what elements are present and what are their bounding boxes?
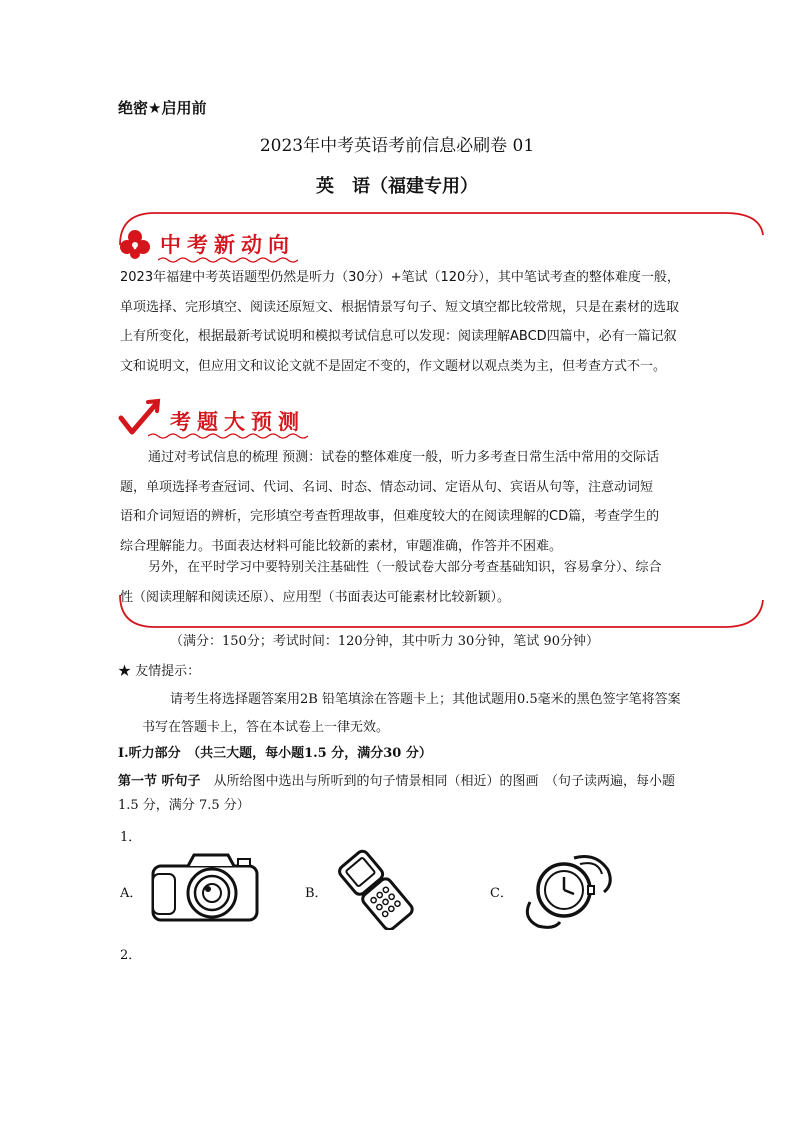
part-title: Ⅰ.听力部分 （共三大题，每小题1.5 分，满分30 分）: [118, 746, 432, 761]
section-title-prediction: 考题大预测: [170, 410, 305, 434]
prediction-paragraph-1: 通过对考试信息的梳理 预测：试卷的整体难度一般，听力多考查日常生活中常用的交际话题，单项选择考查冠词、代词、名词、时态、情态动词、定语从句、宾语从句等，注意动词短语和介词短语的辨析，完形填空考查哲理故事，但难度较大的在阅读理解的CD篇，考查学生的综合理解能力。书面表达材料可能比较新的素材，审题准确，作答并不困难。: [120, 450, 660, 554]
option-b-label: B．: [305, 886, 328, 901]
flip-phone-icon: [330, 848, 422, 930]
tip-text: 请考生将选择题答案用2B 铅笔填涂在答题卡上；其他试题用0.5毫米的黑色签字笔将答案书写在答题卡上，答在本试卷上一律无效。: [142, 692, 681, 735]
question-number: 2．: [120, 948, 142, 963]
wavy-underline: [148, 432, 308, 440]
option-c-label: C．: [490, 886, 513, 901]
wristwatch-icon: [518, 850, 614, 930]
confidential-label: 绝密★启用前: [118, 99, 207, 117]
option-a-label: A．: [120, 886, 143, 901]
tip-label: ★ 友情提示：: [118, 664, 201, 679]
section-label: 第一节 听句子: [118, 774, 201, 789]
section-instructions: [118, 770, 678, 818]
clover-icon: [118, 228, 152, 262]
question-number: 1．: [120, 830, 142, 845]
page-subtitle: 英 语（福建专用）: [316, 176, 478, 197]
section-title-trends: 中考新动向: [160, 233, 295, 257]
score-line: （满分：150分；考试时间：120分钟，其中听力 30分钟，笔试 90分钟）: [170, 634, 599, 649]
prediction-paragraph-2: 另外，在平时学习中要特别关注基础性（一般试卷大部分考查基础知识，容易拿分）、综合性（阅读理解和阅读还原）、应用型（书面表达可能素材比较新颖）。: [120, 560, 662, 605]
camera-icon: [150, 852, 262, 924]
section-text: 从所给图中选出与所听到的句子情景相同（相近）的图画 （句子读两遍，每小题 1.5 分，满分 7.5 分）: [118, 774, 676, 813]
page-title: 2023年中考英语考前信息必刷卷 01: [259, 136, 535, 156]
trends-paragraph: 2023年福建中考英语题型仍然是听力（30分）+笔试（120分），其中笔试考查的整体难度一般，单项选择、完形填空、阅读还原短文、根据情景写句子、短文填空都比较常规，只是在素材的选取上有所变化，根据最新考试说明和模拟考试信息可以发现：阅读理解ABCD四篇中，必有一篇记叙文和说明文，但应用文和议论文就不是固定不变的，作文题材以观点类为主，但考查方式不一。: [120, 270, 680, 374]
